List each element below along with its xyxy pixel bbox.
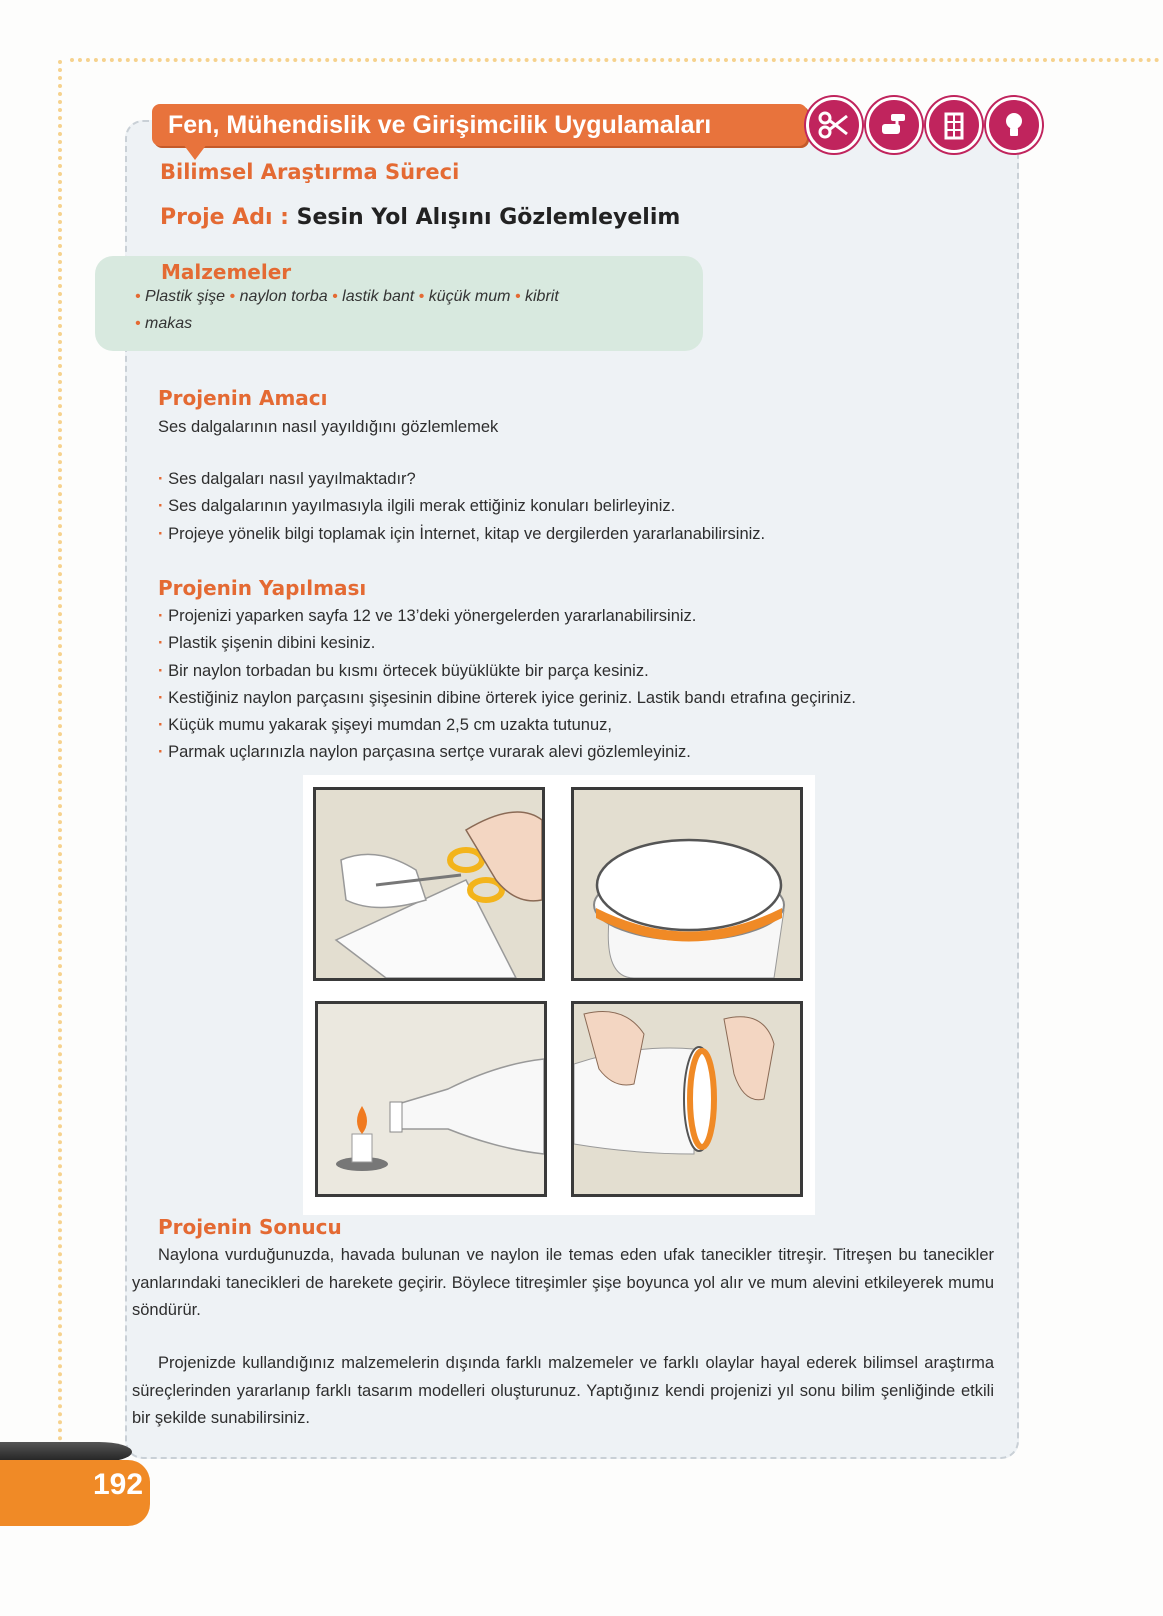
list-item: · Parmak uçlarınızla naylon parçasına sertçe vurarak alevi gözlemleyiniz.	[158, 739, 856, 766]
material-item: küçük mum	[428, 288, 511, 305]
aim-text: Ses dalgalarının nasıl yayıldığını gözlemlemek	[158, 418, 499, 436]
decorative-dotted-border-top	[70, 58, 1160, 62]
illustration-tapping-plastic	[571, 1001, 803, 1197]
light-bulb-icon	[986, 97, 1042, 153]
material-item: lastik bant	[342, 288, 415, 305]
material-item: makas	[145, 315, 193, 332]
project-label: Proje Adı :	[160, 205, 289, 230]
materials-line-2: • makas	[135, 315, 193, 332]
material-item: naylon torba	[239, 288, 328, 305]
material-item: kibrit	[524, 288, 559, 305]
result-paragraph-1: Naylona vurduğunuzda, havada bulunan ve naylon ile temas eden ufak tanecikler titreşir. Titreşen bu tanecikler yanlarındaki tanecikleri de harekete geçirir. Böylece titreşimler şişe boyunca yol alır ve mum alevini etkileyerek mumu söndürür.	[132, 1246, 994, 1319]
list-item: · Bir naylon torbadan bu kısmı örtecek büyüklükte bir parça kesiniz.	[158, 658, 856, 685]
illustration-candle-and-bottle	[315, 1001, 547, 1197]
illustration-stretched-plastic	[571, 787, 803, 981]
materials-title: Malzemeler	[161, 260, 292, 284]
section-title: Bilimsel Araştırma Süreci	[160, 160, 460, 184]
list-item: · Projeye yönelik bilgi toplamak için İnternet, kitap ve dergilerden yararlanabilirsiniz.	[158, 521, 765, 548]
page-number: 192	[93, 1468, 144, 1501]
illustration-grid	[303, 775, 815, 1215]
aim-questions	[158, 466, 765, 548]
scissors-icon	[806, 97, 862, 153]
list-item: · Küçük mumu yakarak şişeyi mumdan 2,5 cm uzakta tutunuz,	[158, 712, 856, 739]
hand-tools-icon	[866, 97, 922, 153]
steps-list	[158, 603, 856, 767]
section-banner: Fen, Mühendislik ve Girişimcilik Uygulamaları	[152, 104, 807, 146]
list-item: · Kestiğiniz naylon parçasını şişesinin dibine örterek iyice geriniz. Lastik bandı etrafına geçiriniz.	[158, 685, 856, 712]
steps-title: Projenin Yapılması	[158, 576, 367, 600]
project-name	[160, 205, 680, 230]
illustration-cutting-bottle	[313, 787, 545, 981]
decorative-dotted-border-left	[58, 60, 62, 1450]
list-item: · Ses dalgalarının yayılmasıyla ilgili merak ettiğiniz konuları belirleyiniz.	[158, 493, 765, 520]
materials-box	[95, 256, 703, 351]
page-tab-shadow	[0, 1442, 132, 1462]
banner-tail	[183, 144, 207, 160]
icon-group	[806, 97, 1042, 155]
list-item: · Ses dalgaları nasıl yayılmaktadır?	[158, 466, 765, 493]
result-title: Projenin Sonucu	[158, 1215, 342, 1239]
list-item: · Projenizi yaparken sayfa 12 ve 13’deki yönergelerden yararlanabilirsiniz.	[158, 603, 856, 630]
project-title: Sesin Yol Alışını Gözlemleyelim	[296, 205, 681, 230]
list-item: · Plastik şişenin dibini kesiniz.	[158, 630, 856, 657]
material-item: Plastik şişe	[145, 288, 226, 305]
aim-title: Projenin Amacı	[158, 386, 328, 410]
building-icon	[926, 97, 982, 153]
result-paragraph-2: Projenizde kullandığınız malzemelerin dışında farklı malzemeler ve farklı olaylar hayal ederek bilimsel araştırma süreçlerinden yararlanıp farklı tasarım modelleri oluşturunuz. Yaptığınız kendi projenizi yıl sonu bilim şenliğinde etkili bir şekilde sunabilirsiniz.	[132, 1354, 994, 1427]
materials-line-1: • Plastik şişe • naylon torba • lastik bant • küçük mum • kibrit	[135, 288, 559, 305]
